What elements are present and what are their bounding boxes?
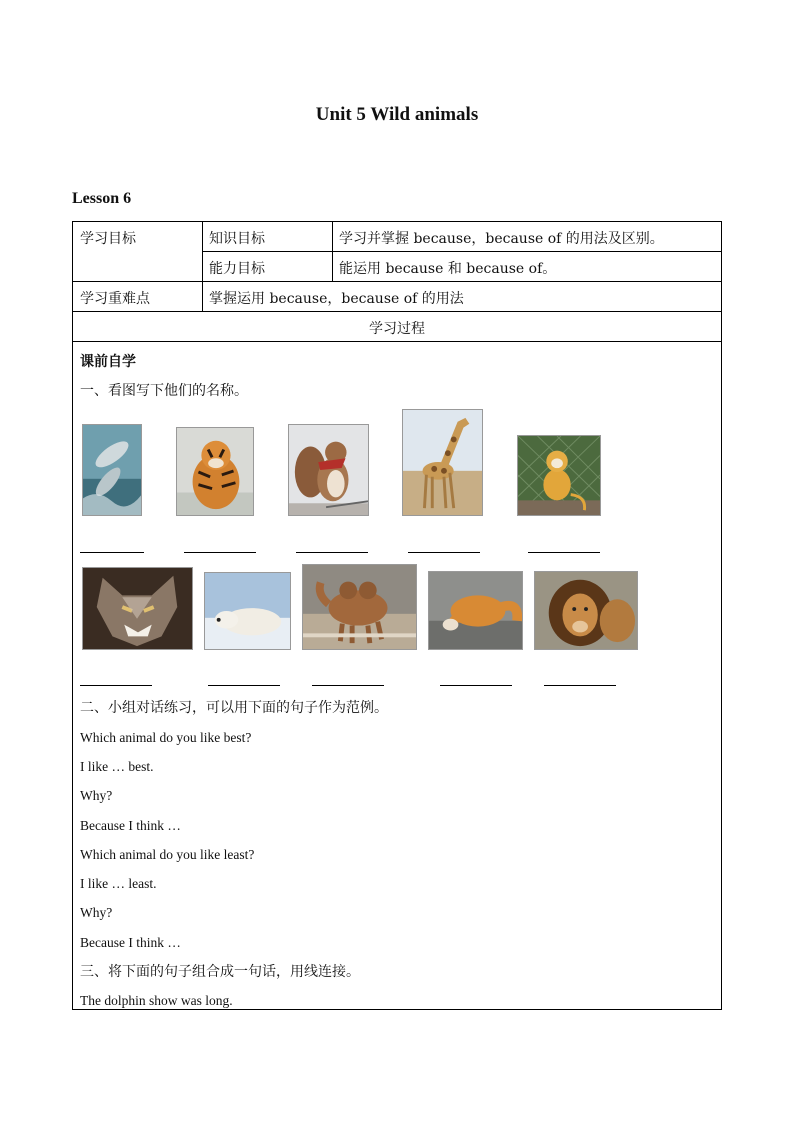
dialogue-line: Why? [80,788,113,803]
fox-picture [428,571,523,650]
dialogue-line: Which animal do you like best? [80,730,252,745]
dialogue-line: Because I think … [80,818,181,833]
dialogue-line: I like … best. [80,759,154,774]
table-rule [72,311,722,312]
dialogue-line: Why? [80,905,113,920]
dialogue-line: Which animal do you like least? [80,847,255,862]
dialogue-line: I like … least. [80,876,157,891]
table-rule [72,281,722,282]
table-rule [332,221,333,281]
monkey-picture [517,435,601,516]
section1-task: 一、看图写下他们的名称。 [80,383,248,399]
table-rule [202,221,203,311]
lion-picture [534,571,638,650]
lesson-label: Lesson 6 [72,190,132,207]
knowledge-text: 学习并掌握 because，because of 的用法及区别。 [339,231,664,247]
answer-blank[interactable] [440,685,512,686]
key-label: 学习重难点 [80,291,150,307]
answer-blank[interactable] [80,685,152,686]
answer-blank[interactable] [312,685,384,686]
dolphin-picture [82,424,142,516]
answer-blank[interactable] [528,552,600,553]
answer-blank[interactable] [296,552,368,553]
section3-task: 三、将下面的句子组合成一句话，用线连接。 [80,964,360,980]
giraffe-picture [402,409,483,516]
polar-bear-picture [204,572,291,650]
key-text: 掌握运用 because，because of 的用法 [209,291,464,307]
answer-blank[interactable] [184,552,256,553]
camel-picture [302,564,417,650]
squirrel-picture [288,424,369,516]
answer-blank[interactable] [544,685,616,686]
goals-label: 学习目标 [80,231,136,247]
page-title: Unit 5 Wild animals [315,104,479,125]
sentence-line: The dolphin show was long. [80,993,233,1008]
table-rule [202,251,722,252]
tiger-picture [176,427,254,516]
process-label: 学习过程 [369,321,425,337]
section-heading: 课前自学 [80,354,136,370]
ability-text: 能运用 because 和 because of。 [339,261,557,277]
answer-blank[interactable] [80,552,144,553]
section2-task: 二、小组对话练习，可以用下面的句子作为范例。 [80,700,388,716]
knowledge-label: 知识目标 [209,231,265,247]
answer-blank[interactable] [208,685,280,686]
wolf-picture [82,567,193,650]
dialogue-line: Because I think … [80,935,181,950]
answer-blank[interactable] [408,552,480,553]
ability-label: 能力目标 [209,261,265,277]
table-rule [72,341,722,342]
